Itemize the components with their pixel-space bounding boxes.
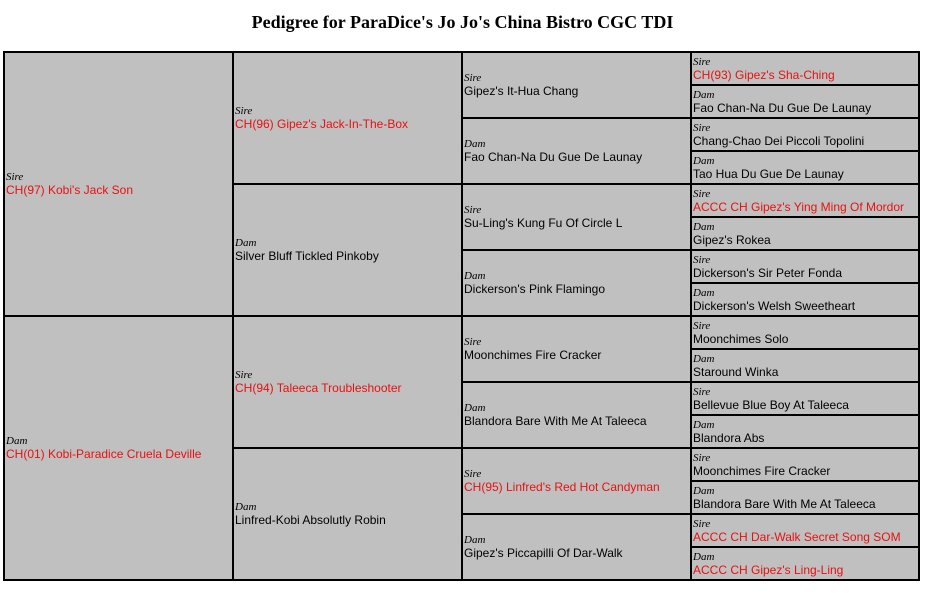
ancestor-role: Dam <box>693 418 715 431</box>
pedigree-row <box>4 316 919 349</box>
ancestor-role: Sire <box>464 204 482 216</box>
ancestor-cell-3-7 <box>462 448 691 514</box>
ancestor-name-link[interactable]: ACCC CH Dar-Walk Secret Song SOM <box>693 529 901 544</box>
ancestor-name: Gipez's It-Hua Chang <box>464 84 579 98</box>
ancestor-name: Blandora Bare With Me At Taleeca <box>693 496 876 511</box>
ancestor-cell-4-10 <box>691 349 919 382</box>
ancestor-name-link[interactable]: CH(93) Gipez's Sha-Ching <box>693 67 835 82</box>
ancestor-role: Sire <box>464 336 482 348</box>
ancestor-role: Dam <box>235 237 257 249</box>
ancestor-cell-4-13 <box>691 448 919 481</box>
ancestor-name: Blandora Bare With Me At Taleeca <box>464 414 647 428</box>
ancestor-role: Dam <box>693 484 715 497</box>
ancestor-role: Dam <box>693 550 715 563</box>
ancestor-name: Moonchimes Fire Cracker <box>464 348 602 362</box>
ancestor-role: Sire <box>693 121 711 134</box>
ancestor-role: Dam <box>464 138 486 150</box>
ancestor-cell-3-2 <box>462 118 691 184</box>
ancestor-role: Dam <box>6 435 28 447</box>
ancestor-role: Sire <box>693 451 711 464</box>
ancestor-cell-2-2 <box>233 184 462 316</box>
ancestor-cell-1-2 <box>4 316 233 580</box>
ancestor-role: Dam <box>693 154 715 167</box>
ancestor-cell-4-4 <box>691 151 919 184</box>
page-title: Pedigree for ParaDice's Jo Jo's China Bistro CGC TDI <box>251 12 674 32</box>
ancestor-name: Su-Ling's Kung Fu Of Circle L <box>464 216 623 230</box>
ancestor-cell-1-1 <box>4 52 233 316</box>
ancestor-name: Gipez's Piccapilli Of Dar-Walk <box>464 546 623 560</box>
ancestor-role: Dam <box>464 270 486 282</box>
ancestor-role: Dam <box>693 88 715 101</box>
ancestor-role: Sire <box>464 72 482 84</box>
ancestor-cell-2-1 <box>233 52 462 184</box>
ancestor-name: Fao Chan-Na Du Gue De Launay <box>693 100 872 115</box>
ancestor-cell-3-4 <box>462 250 691 316</box>
ancestor-cell-4-11 <box>691 382 919 415</box>
ancestor-name: Moonchimes Solo <box>693 331 789 346</box>
ancestor-cell-4-1 <box>691 52 919 85</box>
ancestor-cell-4-2 <box>691 85 919 118</box>
ancestor-name: Bellevue Blue Boy At Taleeca <box>693 397 849 412</box>
ancestor-name-link[interactable]: CH(01) Kobi-Paradice Cruela Deville <box>6 447 202 461</box>
ancestor-name: Chang-Chao Dei Piccoli Topolini <box>693 133 865 148</box>
ancestor-name: Moonchimes Fire Cracker <box>693 463 831 478</box>
ancestor-cell-3-8 <box>462 514 691 580</box>
ancestor-cell-4-9 <box>691 316 919 349</box>
ancestor-role: Sire <box>693 253 711 266</box>
ancestor-role: Dam <box>693 352 715 365</box>
ancestor-name-link[interactable]: CH(97) Kobi's Jack Son <box>6 183 134 197</box>
ancestor-name: Dickerson's Sir Peter Fonda <box>693 265 843 280</box>
ancestor-name: Linfred-Kobi Absolutly Robin <box>235 513 386 527</box>
ancestor-role: Dam <box>464 402 486 414</box>
ancestor-cell-4-7 <box>691 250 919 283</box>
pedigree-table <box>3 51 920 581</box>
ancestor-role: Dam <box>464 534 486 546</box>
ancestor-cell-4-6 <box>691 217 919 250</box>
ancestor-name-link[interactable]: CH(96) Gipez's Jack-In-The-Box <box>235 117 409 131</box>
ancestor-cell-4-12 <box>691 415 919 448</box>
ancestor-cell-2-4 <box>233 448 462 580</box>
ancestor-name: Dickerson's Welsh Sweetheart <box>693 298 856 313</box>
ancestor-role: Sire <box>693 55 711 68</box>
ancestor-name-link[interactable]: ACCC CH Gipez's Ling-Ling <box>693 562 844 577</box>
ancestor-cell-3-3 <box>462 184 691 250</box>
ancestor-cell-4-3 <box>691 118 919 151</box>
ancestor-name: Staround Winka <box>693 364 779 379</box>
ancestor-role: Sire <box>693 517 711 530</box>
ancestor-cell-4-8 <box>691 283 919 316</box>
ancestor-role: Sire <box>693 385 711 398</box>
ancestor-name-link[interactable]: CH(95) Linfred's Red Hot Candyman <box>464 480 660 494</box>
ancestor-name: Gipez's Rokea <box>693 232 771 247</box>
ancestor-role: Dam <box>235 501 257 513</box>
ancestor-name-link[interactable]: ACCC CH Gipez's Ying Ming Of Mordor <box>693 199 905 214</box>
ancestor-name: Silver Bluff Tickled Pinkoby <box>235 249 379 263</box>
ancestor-name: Dickerson's Pink Flamingo <box>464 282 606 296</box>
ancestor-role: Sire <box>693 187 711 200</box>
ancestor-name-link[interactable]: CH(94) Taleeca Troubleshooter <box>235 381 402 395</box>
ancestor-cell-4-15 <box>691 514 919 547</box>
ancestor-name: Blandora Abs <box>693 430 765 445</box>
ancestor-role: Sire <box>464 468 482 480</box>
ancestor-role: Sire <box>235 369 253 381</box>
ancestor-role: Dam <box>693 286 715 299</box>
ancestor-cell-3-1 <box>462 52 691 118</box>
ancestor-cell-3-5 <box>462 316 691 382</box>
ancestor-role: Dam <box>693 220 715 233</box>
ancestor-cell-4-5 <box>691 184 919 217</box>
pedigree-row <box>4 52 919 85</box>
ancestor-role: Sire <box>6 171 24 183</box>
ancestor-name: Tao Hua Du Gue De Launay <box>693 166 844 181</box>
ancestor-role: Sire <box>693 319 711 332</box>
ancestor-cell-2-3 <box>233 316 462 448</box>
ancestor-role: Sire <box>235 105 253 117</box>
ancestor-cell-4-14 <box>691 481 919 514</box>
ancestor-cell-4-16 <box>691 547 919 580</box>
ancestor-cell-3-6 <box>462 382 691 448</box>
ancestor-name: Fao Chan-Na Du Gue De Launay <box>464 150 643 164</box>
